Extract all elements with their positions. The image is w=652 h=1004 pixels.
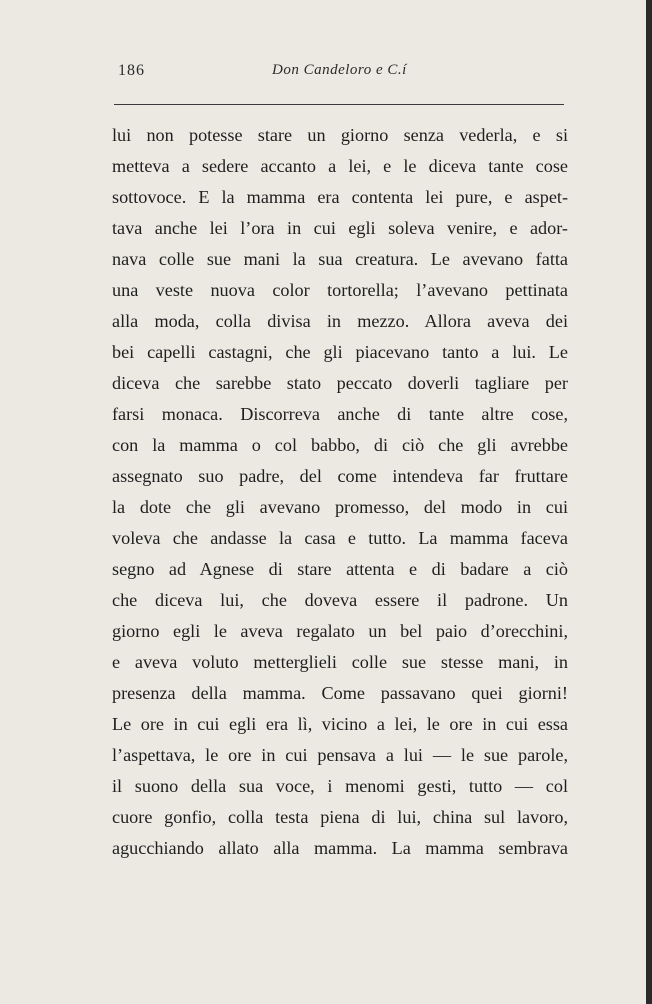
- text-line: cuore gonfio, colla testa piena di lui, china sul lavoro,: [112, 807, 568, 827]
- text-line: nava colle sue mani la sua creatura. Le avevano fatta: [112, 249, 568, 269]
- text-line: la dote che gli avevano promesso, del modo in cui: [112, 497, 568, 517]
- text-line: l’aspettava, le ore in cui pensava a lui — le sue parole,: [112, 745, 568, 765]
- text-line: e aveva voluto metterglieli colle sue stesse mani, in: [112, 652, 568, 672]
- header-rule: [114, 104, 564, 105]
- text-line: una veste nuova color tortorella; l’avevano pettinata: [112, 280, 568, 300]
- text-line: farsi monaca. Discorreva anche di tante altre cose,: [112, 404, 568, 424]
- text-line: Le ore in cui egli era lì, vicino a lei, le ore in cui essa: [112, 714, 568, 734]
- text-line: sottovoce. E la mamma era contenta lei pure, e aspet-: [112, 187, 568, 207]
- text-line: presenza della mamma. Come passavano quei giorni!: [112, 683, 568, 703]
- text-line: tava anche lei l’ora in cui egli soleva venire, e ador-: [112, 218, 568, 238]
- text-line: metteva a sedere accanto a lei, e le diceva tante cose: [112, 156, 568, 176]
- text-line: bei capelli castagni, che gli piacevano tanto a lui. Le: [112, 342, 568, 362]
- text-line: agucchiando allato alla mamma. La mamma sembrava: [112, 838, 568, 858]
- text-line: con la mamma o col babbo, di ciò che gli avrebbe: [112, 435, 568, 455]
- page-edge-shadow: [646, 0, 652, 1004]
- page-number: 186: [118, 62, 145, 79]
- text-line: voleva che andasse la casa e tutto. La mamma faceva: [112, 528, 568, 548]
- text-line: assegnato suo padre, del come intendeva far fruttare: [112, 466, 568, 486]
- text-line: il suono della sua voce, i menomi gesti, tutto — col: [112, 776, 568, 796]
- body-text: [112, 120, 568, 864]
- text-line: lui non potesse stare un giorno senza vederla, e si: [112, 125, 568, 145]
- running-title: Don Candeloro e C.í: [272, 62, 407, 78]
- text-line: diceva che sarebbe stato peccato doverli tagliare per: [112, 373, 568, 393]
- page-header: [112, 62, 566, 86]
- text-line: che diceva lui, che doveva essere il padrone. Un: [112, 590, 568, 610]
- text-line: alla moda, colla divisa in mezzo. Allora aveva dei: [112, 311, 568, 331]
- text-line: segno ad Agnese di stare attenta e di badare a ciò: [112, 559, 568, 579]
- text-line: giorno egli le aveva regalato un bel paio d’orecchini,: [112, 621, 568, 641]
